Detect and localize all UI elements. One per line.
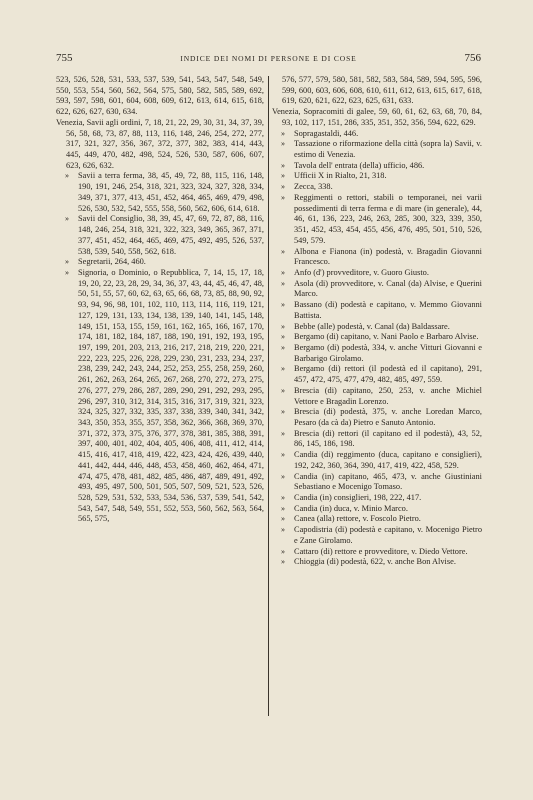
right-column: [272, 75, 482, 568]
index-entry: [272, 493, 482, 504]
ditto-mark: »: [65, 171, 69, 181]
index-entry: [56, 257, 264, 268]
index-entry-text: Candia (in) capitano, 465, 473, v. anche Giustiniani Sebastiano e Mocenigo Tomaso.: [294, 471, 482, 492]
index-entry: [272, 343, 482, 364]
index-entry-text: Canea (alla) rettore, v. Foscolo Pietro.: [294, 514, 421, 524]
index-entry-text: Savii a terra ferma, 38, 45, 49, 72, 88, 115, 116, 148, 190, 191, 246, 254, 318, 321, 323, 324, 327, 328, 334, 349, 371, 377, 413, 451, 452, 464, 465, 469, 479, 498, 526, 530, 532, 542, 555, 558, 560, 562, 606, 614, 618.: [78, 171, 264, 213]
index-entry: [272, 107, 482, 128]
index-entry-text: Anfo (d') provveditore, v. Guoro Giusto.: [294, 267, 429, 277]
index-entry: [272, 193, 482, 247]
index-entry-text: Bergamo (di) podestà, 334, v. anche Vitturi Giovanni e Barbarigo Girolamo.: [294, 342, 482, 363]
index-entry-text: Bassano (di) podestà e capitano, v. Memmo Giovanni Battista.: [294, 300, 482, 320]
ditto-mark: »: [281, 171, 285, 181]
ditto-mark: »: [281, 514, 285, 524]
ditto-mark: »: [281, 300, 285, 310]
page-header: [56, 52, 481, 68]
index-entry: [56, 118, 264, 172]
index-entry-text: Candia (in) consiglieri, 198, 222, 417.: [294, 493, 422, 503]
ditto-mark: »: [281, 525, 285, 535]
index-entry-text: Chioggia (di) podestà, 622, v. anche Bon Alvise.: [294, 557, 456, 567]
ditto-mark: »: [281, 503, 285, 513]
index-entry: [272, 407, 482, 428]
ditto-mark: »: [65, 257, 69, 267]
index-entry-text: Tavola dell' entrata (della) ufficio, 486.: [294, 160, 425, 170]
index-entry: [272, 322, 482, 333]
running-title: INDICE DEI NOMI DI PERSONE E DI COSE: [180, 54, 357, 63]
index-entry-text: Signoria, o Dominio, o Repubblica, 7, 14, 15, 17, 18, 19, 20, 22, 23, 28, 29, 34, 36, 37, 43, 44, 45, 46, 47, 48, 50, 51, 55, 57, 60, 62, 63, 65, 66, 68, 73, 85, 88, 90, 92, 93, 94, 96, 98, 101, 102, 110, 113, 114, 116, 119, 121, 127, 129, 131, 133, 134, 138, 139, 140, 141, 145, 148, 149, 151, 153, 155, 159, 161, 162, 165, 166, 167, 170, 174, 181, 182, 184, 187, 188, 190, 191, 192, 193, 195, 197, 199, 201, 203, 213, 216, 217, 218, 219, 220, 221, 222, 223, 225, 226, 228, 229, 230, 231, 233, 234, 237, 238, 239, 242, 243, 244, 252, 253, 255, 258, 259, 260, 261, 262, 263, 264, 265, 267, 268, 270, 272, 273, 275, 276, 277, 279, 286, 287, 289, 290, 291, 292, 293, 295, 296, 297, 310, 312, 314, 315, 316, 317, 319, 321, 323, 324, 325, 327, 332, 335, 337, 338, 339, 340, 341, 342, 343, 350, 353, 355, 357, 358, 362, 366, 368, 369, 370, 371, 372, 373, 375, 376, 377, 378, 381, 385, 388, 391, 397, 400, 401, 402, 404, 405, 406, 408, 411, 412, 414, 415, 416, 417, 418, 419, 422, 423, 424, 426, 439, 440, 441, 442, 444, 446, 448, 453, 458, 460, 462, 464, 471, 474, 475, 478, 481, 482, 485, 486, 487, 489, 491, 492, 493, 495, 497, 500, 501, 505, 507, 509, 521, 523, 526, 528, 529, 531, 532, 533, 534, 536, 537, 539, 541, 542, 543, 547, 548, 549, 551, 552, 553, 560, 562, 563, 564, 565, 575,: [78, 267, 264, 524]
index-entry: [272, 547, 482, 558]
page-number-left: 755: [56, 52, 73, 64]
index-entry: [272, 514, 482, 525]
index-entry-text: Tassazione o riformazione della città (sopra la) Savii, v. estimo di Venezia.: [294, 139, 482, 160]
index-entry: [272, 504, 482, 515]
index-entry: [272, 300, 482, 321]
index-entry: [56, 268, 264, 525]
index-entry-text: Segretarii, 264, 460.: [78, 257, 146, 267]
ditto-mark: »: [281, 407, 285, 417]
ditto-mark: »: [281, 450, 285, 460]
index-entry-text: Ufficii X in Rialto, 21, 318.: [294, 171, 387, 181]
ditto-mark: »: [281, 321, 285, 331]
index-entry: [272, 182, 482, 193]
index-entry: [56, 214, 264, 257]
index-entry: [56, 75, 264, 118]
ditto-mark: »: [281, 192, 285, 202]
index-entry-text: Candia (di) reggimento (duca, capitano e consiglieri), 192, 242, 360, 364, 390, 417, 419, 422, 458, 529.: [294, 450, 482, 470]
index-entry: [272, 161, 482, 172]
index-entry-text: Cattaro (di) rettore e provveditore, v. Diedo Vettore.: [294, 546, 468, 556]
index-entry-text: Brescia (di) rettori (il capitano ed il podestà), 43, 52, 86, 145, 186, 198.: [294, 428, 482, 449]
ditto-mark: »: [281, 160, 285, 170]
ditto-mark: »: [281, 278, 285, 288]
index-entry-text: Brescia (di) capitano, 250, 253, v. anche Michiel Vettore e Bragadin Lorenzo.: [294, 385, 482, 406]
index-entry-text: Bergamo (di) capitano, v. Nani Paolo e Barbaro Alvise.: [294, 332, 479, 342]
index-entry-text: Savii del Consiglio, 38, 39, 45, 47, 69, 72, 87, 88, 116, 148, 246, 254, 318, 321, 322, 323, 349, 365, 367, 371, 377, 451, 452, 464, 465, 469, 475, 492, 495, 526, 537, 538, 539, 540, 558, 562, 618.: [78, 214, 264, 256]
index-entry-text: 576, 577, 579, 580, 581, 582, 583, 584, 589, 594, 595, 596, 599, 600, 603, 606, 608, 610, 611, 612, 613, 615, 617, 618, 619, 620, 621, 622, 623, 625, 631, 633.: [282, 75, 482, 106]
index-entry: [272, 472, 482, 493]
index-entry-text: 523, 526, 528, 531, 533, 537, 539, 541, 543, 547, 548, 549, 550, 553, 554, 560, 562, 564, 575, 580, 582, 585, 589, 692, 593, 597, 598, 601, 604, 608, 609, 612, 613, 614, 615, 618, 622, 626, 627, 630, 634.: [56, 75, 264, 117]
index-entry-text: Candia (in) duca, v. Minio Marco.: [294, 503, 408, 513]
ditto-mark: »: [281, 128, 285, 138]
ditto-mark: »: [281, 546, 285, 556]
ditto-mark: »: [281, 139, 285, 149]
index-entry: [272, 429, 482, 450]
left-column: [56, 75, 264, 525]
index-entry: [272, 279, 482, 300]
ditto-mark: »: [281, 182, 285, 192]
ditto-mark: »: [65, 267, 69, 277]
index-entry: [272, 139, 482, 160]
index-entry: [272, 386, 482, 407]
index-entry-text: Zecca, 338.: [294, 182, 333, 192]
ditto-mark: »: [281, 471, 285, 481]
index-entry-text: Venezia, Savii agli ordini, 7, 18, 21, 22, 29, 30, 31, 34, 37, 39, 56, 58, 68, 73, 87, 88, 113, 116, 148, 246, 254, 272, 277, 317, 321, 327, 356, 367, 372, 377, 382, 383, 414, 443, 445, 449, 470, 482, 498, 524, 526, 530, 587, 606, 607, 623, 626, 632.: [56, 117, 264, 170]
index-entry-text: Bergamo (di) rettori (il podestà ed il capitano), 291, 457, 472, 475, 477, 479, 482, 485, 497, 559.: [294, 364, 482, 385]
ditto-mark: »: [65, 214, 69, 224]
ditto-mark: »: [281, 385, 285, 395]
index-entry: [272, 364, 482, 385]
ditto-mark: »: [281, 342, 285, 352]
index-entry: [272, 525, 482, 546]
index-entry-text: Venezia, Sopracomiti di galee, 59, 60, 61, 62, 63, 68, 70, 84, 93, 102, 117, 151, 286, 335, 351, 352, 356, 594, 622, 629.: [272, 107, 482, 127]
index-entry: [56, 171, 264, 214]
ditto-mark: »: [281, 246, 285, 256]
index-entry: [272, 332, 482, 343]
index-entry-text: Bebbe (alle) podestà, v. Canal (da) Baldassare.: [294, 321, 450, 331]
index-entry: [272, 268, 482, 279]
index-entry-text: Asola (di) provveditore, v. Canal (da) Alvise, e Querini Marco.: [294, 278, 482, 299]
ditto-mark: »: [281, 267, 285, 277]
index-entry-text: Sopragastaldi, 446.: [294, 128, 359, 138]
page-number-right: 756: [464, 52, 481, 64]
index-entry: [272, 450, 482, 471]
ditto-mark: »: [281, 557, 285, 567]
index-entry: [272, 247, 482, 268]
index-entry-text: Reggimenti o rettori, stabili o temporanei, nei varii possedimenti di terra ferma e di mare (in generale), 44, 46, 61, 136, 223, 246, 263, 285, 300, 323, 339, 350, 351, 452, 453, 454, 455, 456, 476, 495, 501, 510, 526, 549, 579.: [294, 192, 482, 245]
index-entry: [272, 557, 482, 568]
column-divider: [268, 76, 269, 716]
ditto-mark: »: [281, 364, 285, 374]
index-entry: [272, 129, 482, 140]
index-entry-text: Capodistria (di) podestà e capitano, v. Mocenigo Pietro e Zane Girolamo.: [294, 525, 482, 545]
ditto-mark: »: [281, 493, 285, 503]
index-entry-text: Albona e Fianona (in) podestà, v. Bragadin Giovanni Francesco.: [294, 246, 482, 267]
index-entry-text: Brescia (di) podestà, 375, v. anche Loredan Marco, Pesaro (da cà da) Pietro e Sanuto Antonio.: [294, 407, 482, 427]
index-entry: [272, 75, 482, 107]
ditto-mark: »: [281, 332, 285, 342]
ditto-mark: »: [281, 428, 285, 438]
index-entry: [272, 171, 482, 182]
